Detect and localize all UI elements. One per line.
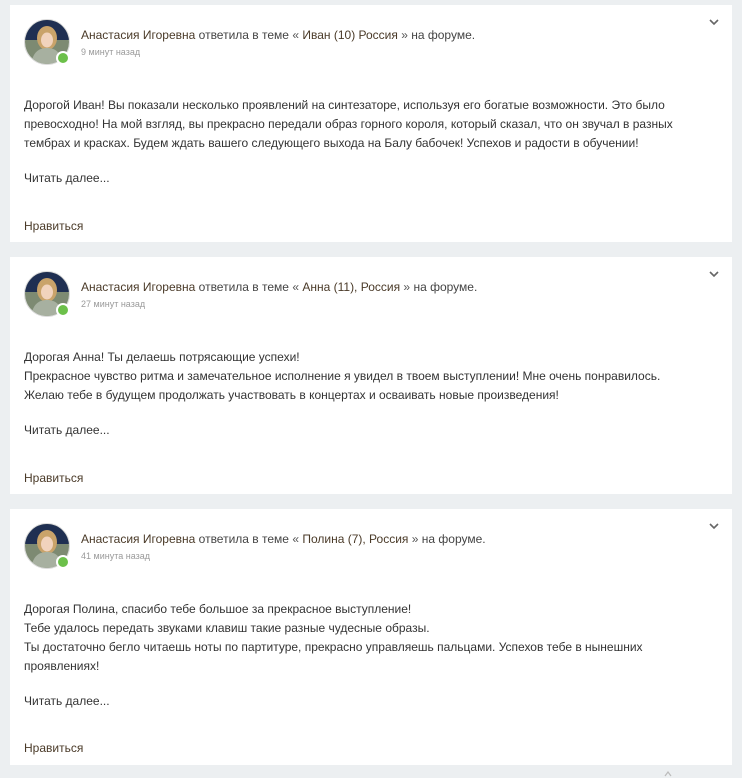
chevron-down-icon[interactable] <box>708 521 720 531</box>
close-quote: » <box>403 280 411 294</box>
close-quote: » <box>411 532 419 546</box>
post-timestamp: 27 минут назад <box>81 299 146 309</box>
read-more-link[interactable]: Читать далее... <box>24 694 110 708</box>
action-text: ответила в теме <box>198 280 289 294</box>
activity-header <box>81 27 475 43</box>
online-status-dot <box>56 303 70 317</box>
author-link[interactable]: Анастасия Игоревна <box>81 280 196 294</box>
post-body <box>24 600 694 676</box>
topic-link[interactable]: Иван (10) Россия <box>302 28 398 42</box>
post-body <box>24 348 694 405</box>
post-paragraph: Ты достаточно бегло читаешь ноты по партитуре, прекрасно управляешь пальцами. Успехов тебе в нынешних проявлениях! <box>24 640 643 673</box>
open-quote: « <box>292 532 299 546</box>
post-paragraph: Тебе удалось передать звуками клавиш такие разные чудесные образы. <box>24 621 430 635</box>
like-button[interactable]: Нравиться <box>24 471 84 485</box>
activity-header <box>81 531 486 547</box>
online-status-dot <box>56 555 70 569</box>
author-link[interactable]: Анастасия Игоревна <box>81 28 196 42</box>
online-status-dot <box>56 51 70 65</box>
activity-card <box>10 5 732 242</box>
like-button[interactable]: Нравиться <box>24 219 84 233</box>
activity-card <box>10 509 732 765</box>
activity-header <box>81 279 477 295</box>
read-more-link[interactable]: Читать далее... <box>24 171 110 185</box>
chevron-down-icon[interactable] <box>708 17 720 27</box>
author-link[interactable]: Анастасия Игоревна <box>81 532 196 546</box>
activity-card <box>10 257 732 494</box>
topic-link[interactable]: Полина (7), Россия <box>302 532 409 546</box>
topic-link[interactable]: Анна (11), Россия <box>302 280 401 294</box>
action-text: ответила в теме <box>198 28 289 42</box>
scroll-up-icon[interactable] <box>664 770 672 778</box>
post-paragraph: Дорогая Полина, спасибо тебе большое за прекрасное выступление! <box>24 602 412 616</box>
forum-suffix: на форуме. <box>413 280 478 294</box>
open-quote: « <box>292 280 299 294</box>
open-quote: « <box>292 28 299 42</box>
action-text: ответила в теме <box>198 532 289 546</box>
like-button[interactable]: Нравиться <box>24 741 84 755</box>
post-paragraph: Дорогая Анна! Ты делаешь потрясающие успехи! <box>24 350 300 364</box>
post-paragraph: Прекрасное чувство ритма и замечательное исполнение я увидел в твоем выступлении! Мне очень понравилось. Желаю тебе в будущем продолжать участвовать в концертах и осваивать новые произведения! <box>24 369 661 402</box>
post-paragraph: Дорогой Иван! Вы показали несколько проявлений на синтезаторе, используя его богатые возможности. Это было превосходно! На мой взгляд, вы прекрасно передали образ горного короля, который сказал, что он звучал в разных тембрах и красках. Будем ждать вашего следующего выхода на Балу бабочек! Успехов и радости в обучении! <box>24 98 673 150</box>
chevron-down-icon[interactable] <box>708 269 720 279</box>
post-timestamp: 9 минут назад <box>81 47 141 57</box>
forum-suffix: на форуме. <box>411 28 476 42</box>
read-more-link[interactable]: Читать далее... <box>24 423 110 437</box>
post-body <box>24 96 694 153</box>
close-quote: » <box>401 28 408 42</box>
forum-suffix: на форуме. <box>421 532 486 546</box>
post-timestamp: 41 минута назад <box>81 551 150 561</box>
